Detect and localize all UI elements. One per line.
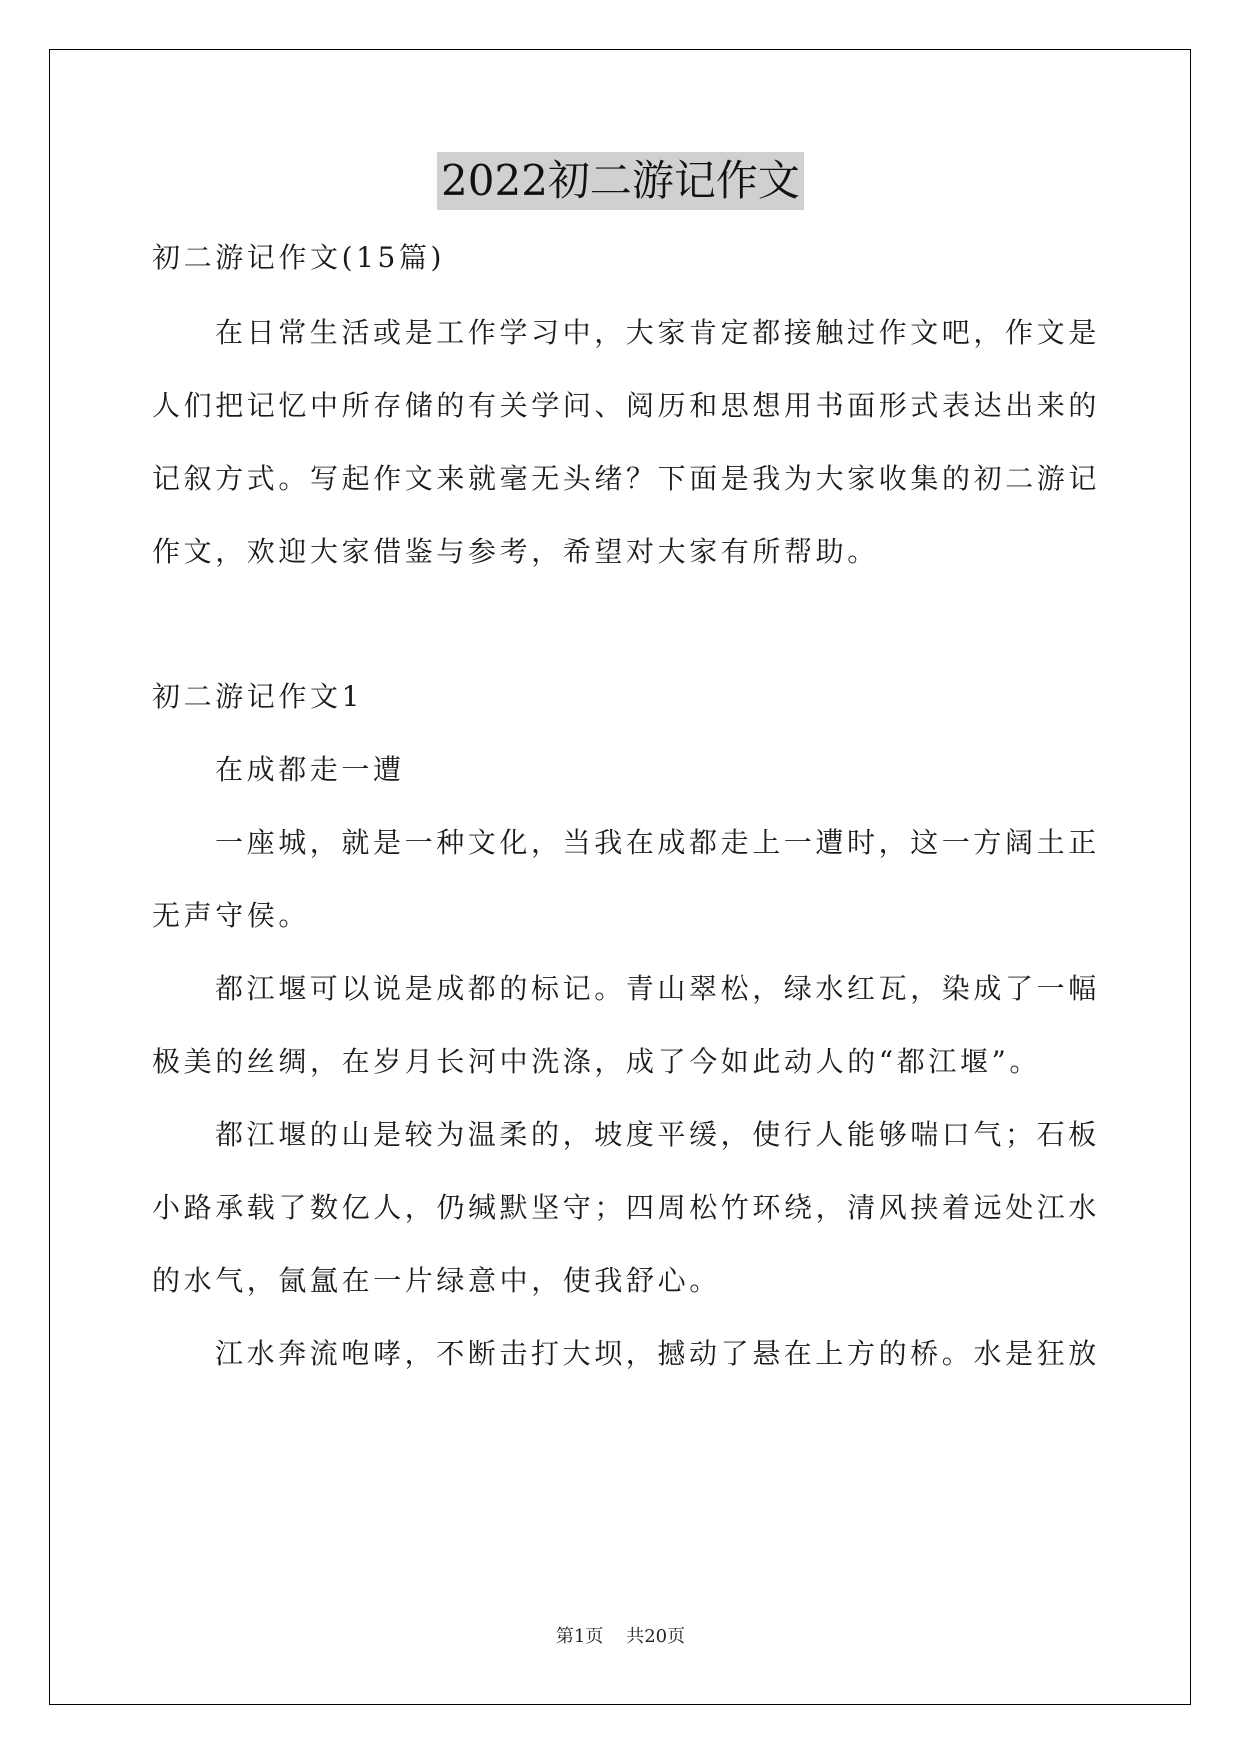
paragraph-line: 的水气，氤氲在一片绿意中，使我舒心。 bbox=[152, 1264, 721, 1297]
paragraph-line: 记叙方式。写起作文来就毫无头绪？下面是我为大家收集的初二游记 bbox=[152, 462, 1101, 495]
paragraph-line: 一座城，就是一种文化，当我在成都走上一遭时，这一方阔土正 bbox=[215, 826, 1100, 859]
paragraph-line: 都江堰可以说是成都的标记。青山翠松，绿水红瓦，染成了一幅 bbox=[215, 972, 1100, 1005]
subtitle: 初二游记作文(15篇) bbox=[152, 241, 446, 274]
paragraph-line: 极美的丝绸，在岁月长河中洗涤，成了今如此动人的“都江堰”。 bbox=[152, 1045, 1042, 1078]
paragraph-line: 人们把记忆中所存储的有关学问、阅历和思想用书面形式表达出来的 bbox=[152, 389, 1101, 422]
document-title: 2022初二游记作文 bbox=[437, 152, 804, 210]
essay-title: 在成都走一遭 bbox=[215, 753, 405, 786]
paragraph-line: 都江堰的山是较为温柔的，坡度平缓，使行人能够喘口气；石板 bbox=[215, 1118, 1100, 1151]
section-heading: 初二游记作文1 bbox=[152, 680, 364, 713]
page-border bbox=[49, 49, 1191, 1705]
paragraph-line: 在日常生活或是工作学习中，大家肯定都接触过作文吧，作文是 bbox=[215, 316, 1100, 349]
page-footer: 第1页 共20页 bbox=[555, 1626, 686, 1647]
title-wrap bbox=[0, 152, 1241, 210]
paragraph-line: 作文，欢迎大家借鉴与参考，希望对大家有所帮助。 bbox=[152, 535, 879, 568]
paragraph-line: 无声守侯。 bbox=[152, 899, 311, 932]
paragraph-line: 小路承载了数亿人，仍缄默坚守；四周松竹环绕，清风挟着远处江水 bbox=[152, 1191, 1101, 1224]
paragraph-line: 江水奔流咆哮，不断击打大坝，撼动了悬在上方的桥。水是狂放 bbox=[215, 1337, 1100, 1370]
